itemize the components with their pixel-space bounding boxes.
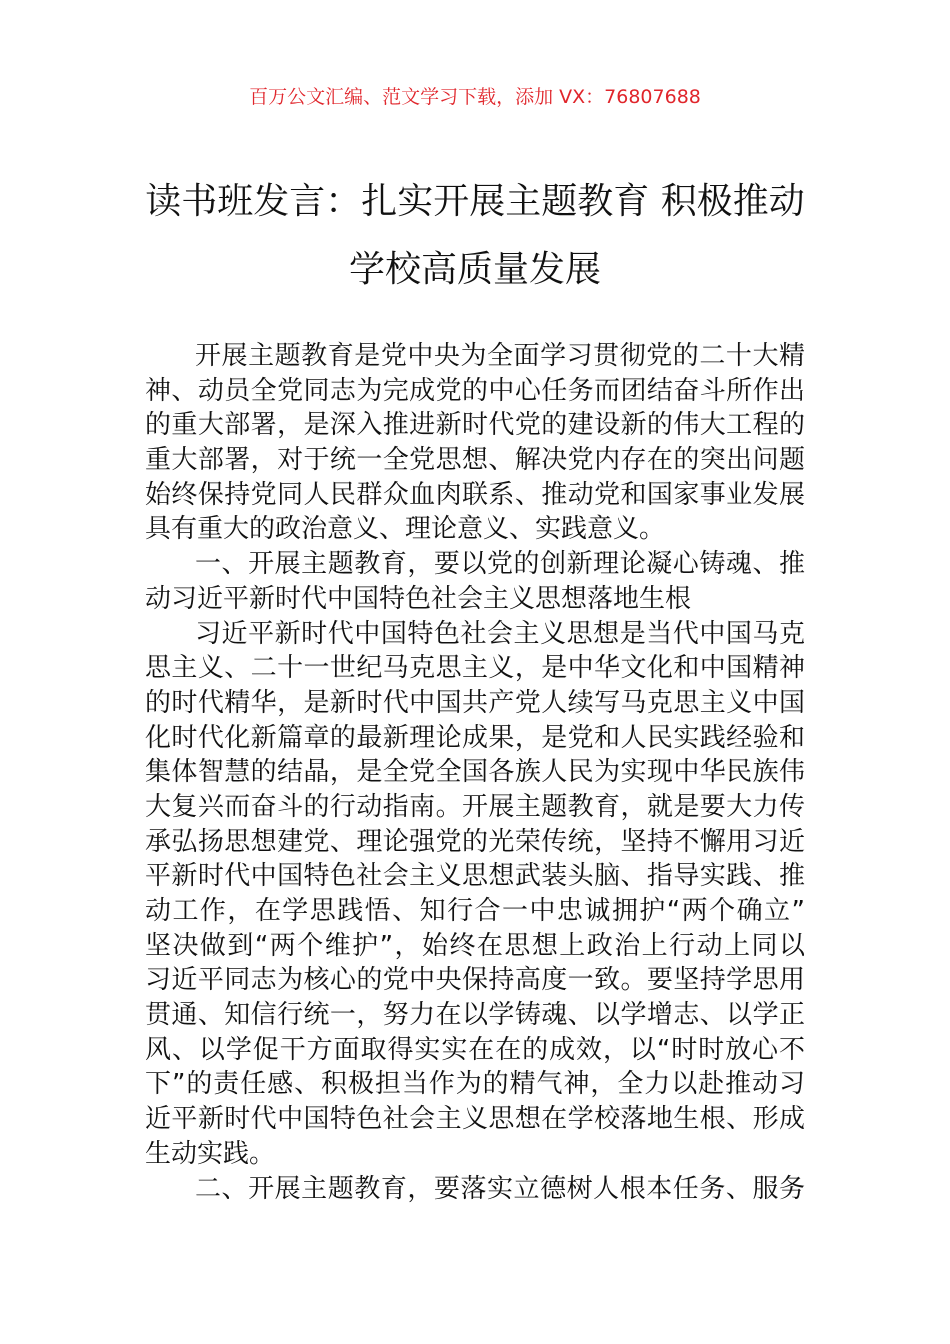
paragraph-line: 下”的责任感、积极担当作为的精气神，全力以赴推动习	[145, 1069, 805, 1100]
paragraph-line: 动习近平新时代中国特色社会主义思想落地生根	[145, 583, 692, 614]
paragraph-line: 神、动员全党同志为完成党的中心任务而团结奋斗所作出	[145, 375, 805, 406]
paragraph-line: 二、开展主题教育，要落实立德树人根本任务、服务	[195, 1173, 805, 1204]
paragraph-line: 具有重大的政治意义、理论意义、实践意义。	[145, 514, 666, 545]
watermark-header: 百万公文汇编、范文学习下载，添加 VX：76807688	[249, 86, 701, 108]
paragraph-line: 的重大部署，是深入推进新时代党的建设新的伟大工程的	[145, 410, 805, 441]
paragraph-line: 的时代精华，是新时代中国共产党人续写马克思主义中国	[145, 687, 805, 718]
paragraph-line: 平新时代中国特色社会主义思想武装头脑、指导实践、推	[145, 861, 805, 892]
document-title-line-2: 学校高质量发展	[348, 249, 601, 290]
paragraph-line: 思主义、二十一世纪马克思主义，是中华文化和中国精神	[145, 653, 805, 684]
paragraph-line: 大复兴而奋斗的行动指南。开展主题教育，就是要大力传	[145, 791, 805, 822]
document-body	[145, 339, 805, 1206]
paragraph-line: 承弘扬思想建党、理论强党的光荣传统，坚持不懈用习近	[145, 826, 805, 857]
paragraph-line: 一、开展主题教育，要以党的创新理论凝心铸魂、推	[195, 549, 805, 580]
paragraph-line: 习近平新时代中国特色社会主义思想是当代中国马克	[195, 618, 805, 649]
paragraph-line: 坚决做到“两个维护”，始终在思想上政治上行动上同以	[145, 930, 805, 961]
paragraph	[145, 339, 805, 547]
paragraph-line: 贯通、知信行统一，努力在以学铸魂、以学增志、以学正	[145, 1000, 805, 1031]
paragraph-line: 重大部署，对于统一全党思想、解决党内存在的突出问题	[145, 445, 805, 476]
paragraph-line: 开展主题教育是党中央为全面学习贯彻党的二十大精	[195, 341, 805, 371]
paragraph-line: 动工作，在学思践悟、知行合一中忠诚拥护“两个确立”	[145, 896, 805, 926]
paragraph	[145, 547, 805, 616]
paragraph-line: 集体智慧的结晶，是全党全国各族人民为实现中华民族伟	[145, 757, 805, 788]
document-title-line-1: 读书班发言：扎实开展主题教育 积极推动	[145, 181, 805, 222]
paragraph-line: 始终保持党同人民群众血肉联系、推动党和国家事业发展	[145, 479, 805, 510]
paragraph-line: 生动实践。	[145, 1138, 276, 1169]
paragraph-line: 近平新时代中国特色社会主义思想在学校落地生根、形成	[145, 1104, 805, 1135]
paragraph	[145, 1172, 805, 1207]
paragraph-line: 化时代化新篇章的最新理论成果，是党和人民实践经验和	[145, 722, 805, 753]
paragraph-line: 习近平同志为核心的党中央保持高度一致。要坚持学思用	[145, 965, 805, 996]
paragraph-line: 风、以学促干方面取得实实在在的成效，以“时时放心不	[145, 1034, 805, 1065]
paragraph	[145, 617, 805, 1172]
